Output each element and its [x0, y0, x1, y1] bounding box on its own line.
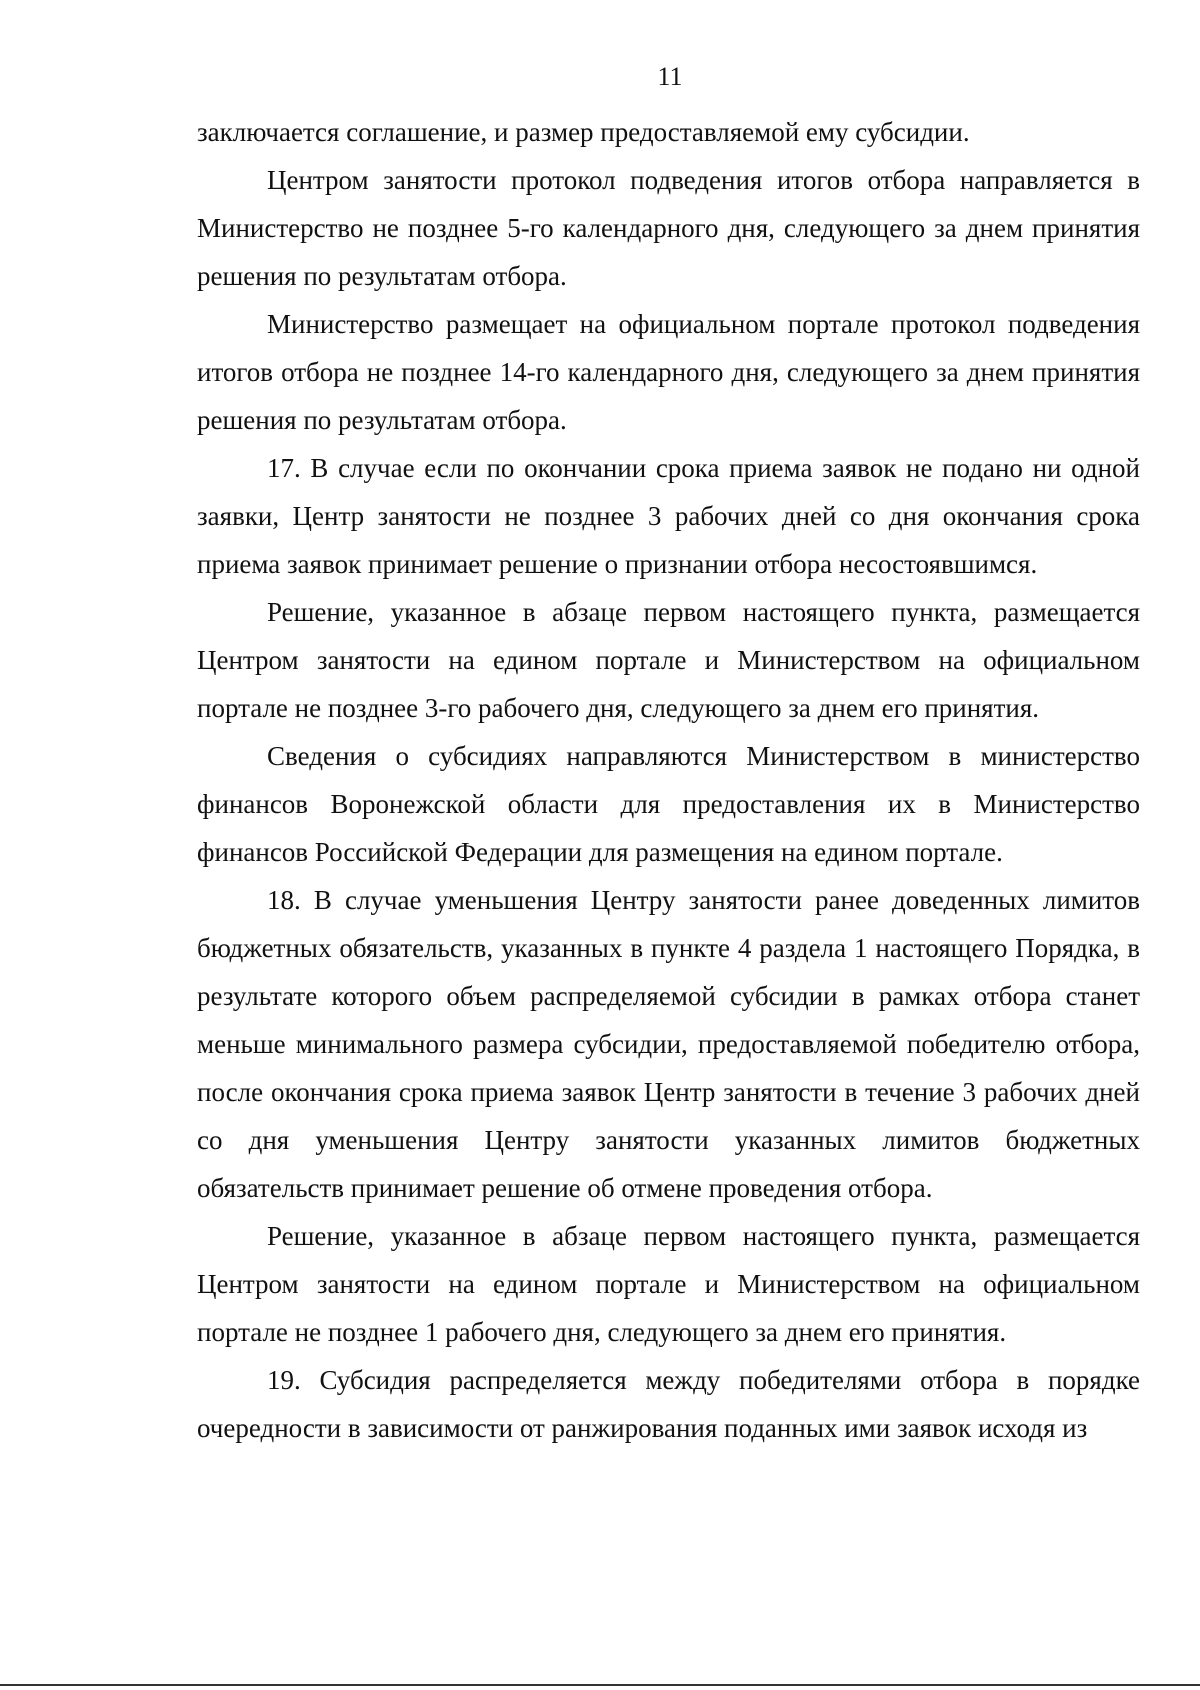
paragraph-continuation: заключается соглашение, и размер предоставляемой ему субсидии.: [197, 117, 970, 147]
page-number: 11: [657, 62, 683, 91]
paragraph-clause-18: 18. В случае уменьшения Центру занятости ранее доведенных лимитов бюджетных обязательств, указанных в пункте 4 раздела 1 настоящего Порядка, в результате которого объем распределяемой субсидии в рамках отбора станет меньше минимального размера субсидии, предоставляемой победителю отбора, после окончания срока приема заявок Центр занятости в течение 3 рабочих дней со дня уменьшения Центру занятости указанных лимитов бюджетных обязательств принимает решение об отмене проведения отбора.: [197, 885, 1140, 1203]
paragraph-clause-19: 19. Субсидия распределяется между победителями отбора в порядке очередности в зависимости от ранжирования поданных ими заявок исходя из: [197, 1365, 1140, 1443]
paragraph-protocol-to-ministry: Центром занятости протокол подведения итогов отбора направляется в Министерство не позднее 5-го календарного дня, следующего за днем принятия решения по результатам отбора.: [197, 165, 1140, 291]
document-body: [197, 108, 1140, 1452]
paragraph-clause-17: 17. В случае если по окончании срока приема заявок не подано ни одной заявки, Центр занятости не позднее 3 рабочих дней со дня окончания срока приема заявок принимает решение о признании отбора несостоявшимся.: [197, 453, 1140, 579]
paragraph-protocol-publication: Министерство размещает на официальном портале протокол подведения итогов отбора не позднее 14-го календарного дня, следующего за днем принятия решения по результатам отбора.: [197, 309, 1140, 435]
page-bottom-edge: [0, 1684, 1200, 1686]
paragraph-subsidy-info: Сведения о субсидиях направляются Министерством в министерство финансов Воронежской области для предоставления их в Министерство финансов Российской Федерации для размещения на едином портале.: [197, 741, 1140, 867]
paragraph-clause-18-publication: Решение, указанное в абзаце первом настоящего пункта, размещается Центром занятости на едином портале и Министерством на официальном портале не позднее 1 рабочего дня, следующего за днем его принятия.: [197, 1221, 1140, 1347]
paragraph-clause-17-publication: Решение, указанное в абзаце первом настоящего пункта, размещается Центром занятости на едином портале и Министерством на официальном портале не позднее 3-го рабочего дня, следующего за днем его принятия.: [197, 597, 1140, 723]
